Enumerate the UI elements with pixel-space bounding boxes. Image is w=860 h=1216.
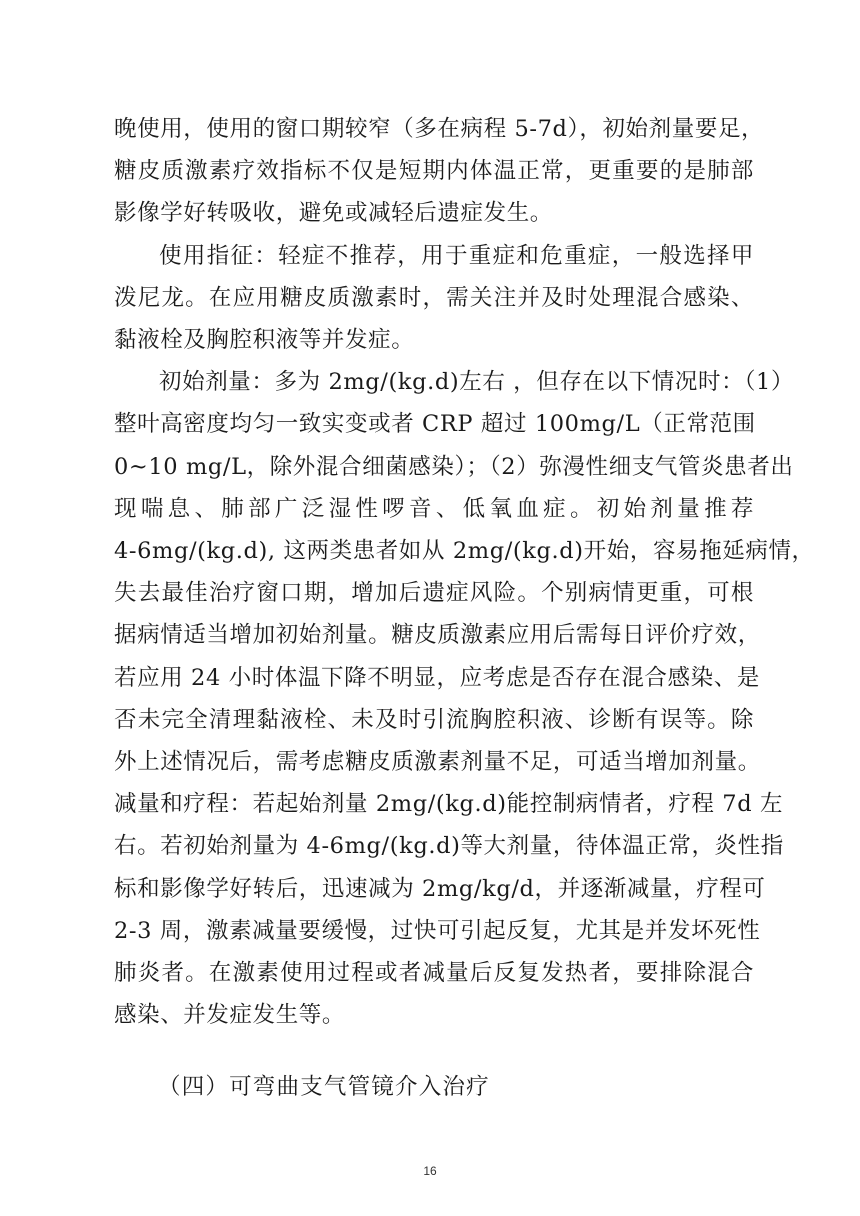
- text-line: 肺炎者。在激素使用过程或者减量后反复发热者，要排除混合: [114, 960, 754, 987]
- text-line: 初始剂量：多为 2mg/(kg.d)左右 ，但存在以下情况时：（1）: [159, 369, 795, 396]
- text-line: 感染、并发症发生等。: [114, 1002, 346, 1029]
- text-line: 泼尼龙。在应用糖皮质激素时，需关注并及时处理混合感染、: [114, 284, 754, 311]
- text-line: 外上述情况后，需考虑糖皮质激素剂量不足，可适当增加剂量。: [114, 749, 761, 776]
- text-line: 糖皮质激素疗效指标不仅是短期内体温正常，更重要的是肺部: [114, 158, 754, 185]
- text-line: 右。若初始剂量为 4-6mg/(kg.d)等大剂量，待体温正常，炎性指: [114, 833, 784, 860]
- text-line: 现喘息、肺部广泛湿性啰音、低氧血症。初始剂量推荐: [114, 495, 754, 522]
- body-text: [114, 108, 815, 1036]
- text-line: 影像学好转吸收，避免或减轻后遗症发生。: [114, 200, 553, 227]
- text-line: 4-6mg/(kg.d), 这两类患者如从 2mg/(kg.d)开始，容易拖延病情，: [114, 538, 815, 565]
- text-line: 否未完全清理黏液栓、未及时引流胸腔积液、诊断有误等。除: [114, 706, 754, 733]
- text-line: 2-3 周，激素减量要缓慢，过快可引起反复，尤其是并发坏死性: [114, 917, 761, 944]
- text-line: 0~10 mg/L，除外混合细菌感染）；（2）弥漫性细支气管炎患者出: [114, 453, 794, 480]
- text-line: 据病情适当增加初始剂量。糖皮质激素应用后需每日评价疗效，: [114, 622, 761, 649]
- text-line: 使用指征：轻症不推荐，用于重症和危重症，一般选择甲: [159, 242, 754, 269]
- text-line: 若应用 24 小时体温下降不明显，应考虑是否存在混合感染、是: [114, 664, 760, 691]
- text-line: 黏液栓及胸腔积液等并发症。: [114, 327, 415, 354]
- page-number: 16: [423, 1164, 437, 1178]
- section-heading: （四）可弯曲支气管镜介入治疗: [158, 1074, 490, 1100]
- text-line: 标和影像学好转后，迅速减为 2mg/kg/d，并逐渐减量，疗程可: [114, 875, 766, 902]
- text-line: 整叶高密度均匀一致实变或者 CRP 超过 100mg/L（正常范围: [114, 411, 756, 438]
- text-line: 晚使用，使用的窗口期较窄（多在病程 5-7d），初始剂量要足，: [114, 116, 765, 142]
- text-line: 失去最佳治疗窗口期，增加后遗症风险。个别病情更重，可根: [114, 580, 754, 607]
- text-line: 减量和疗程：若起始剂量 2mg/(kg.d)能控制病情者，疗程 7d 左: [114, 791, 784, 818]
